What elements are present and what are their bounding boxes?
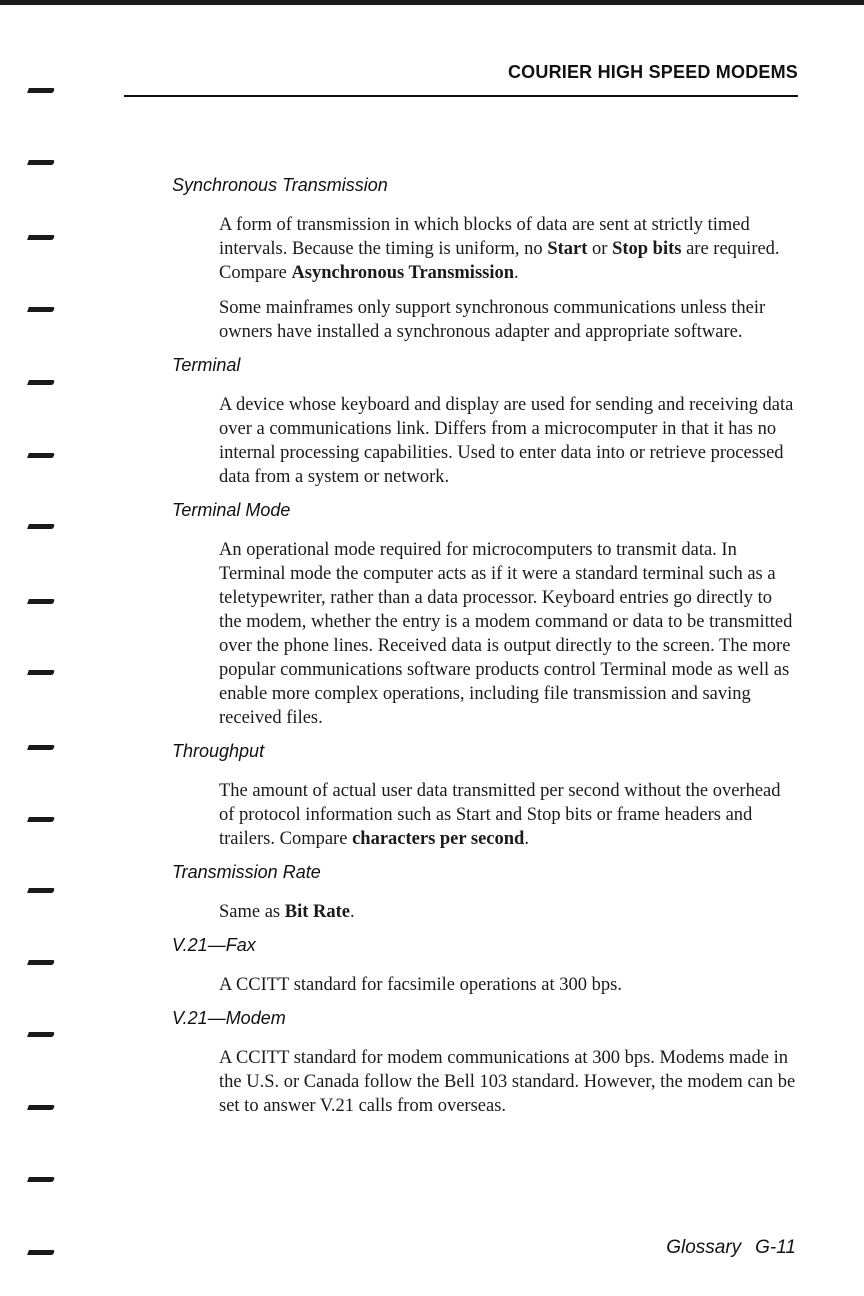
glossary-entry (172, 862, 812, 924)
top-border-rule (0, 0, 864, 5)
footer-section-label: Glossary (666, 1237, 742, 1258)
definition-text: A CCITT standard for facsimile operations at 300 bps. (219, 975, 622, 995)
definition-text: Some mainframes only support synchronous communications unless their owners have installed a synchronous adapter and appropriate software. (219, 298, 766, 342)
margin-mark (27, 599, 55, 604)
glossary-entry (172, 1008, 812, 1118)
margin-mark (27, 1177, 55, 1182)
glossary-term: Terminal Mode (172, 500, 291, 520)
glossary-term: V.21—Modem (172, 1008, 286, 1028)
running-header-title: COURIER HIGH SPEED MODEMS (507, 62, 798, 82)
margin-marks (28, 0, 58, 1296)
margin-mark (27, 745, 55, 750)
definition-text: The amount of actual user data transmitted per second without the overhead of protocol information such as Start and Stop bits or frame headers and trailers. Compare (219, 781, 781, 849)
definition-text: . (350, 902, 355, 922)
glossary-term: Throughput (172, 741, 265, 761)
margin-mark (27, 453, 55, 458)
margin-mark (27, 817, 55, 822)
definition-paragraph (219, 393, 799, 489)
definition-paragraph (219, 213, 799, 285)
definition-text: Same as (219, 902, 285, 922)
glossary-term: Terminal (172, 355, 241, 375)
margin-mark (27, 235, 55, 240)
glossary-term: Transmission Rate (172, 862, 321, 882)
header-rule (124, 95, 798, 97)
definition-paragraph (219, 779, 799, 851)
definition-text: or (587, 239, 613, 259)
margin-mark (27, 160, 55, 165)
margin-mark (27, 307, 55, 312)
glossary-entry (172, 500, 812, 730)
definition-paragraph (219, 296, 799, 344)
glossary-entry (172, 935, 812, 997)
cross-reference-term: Start (547, 239, 588, 259)
margin-mark (27, 524, 55, 529)
definition-text: are required. Compare (219, 239, 780, 283)
footer-page-number: G-11 (755, 1237, 796, 1258)
margin-mark (27, 380, 55, 385)
definition-paragraph (219, 973, 799, 997)
margin-mark (27, 88, 55, 93)
definition-paragraph (219, 1046, 799, 1118)
definition-text: A form of transmission in which blocks of data are sent at strictly timed intervals. Because the timing is uniform, no (219, 215, 750, 259)
cross-reference-term: characters per second (352, 829, 525, 849)
definition-text: A CCITT standard for modem communications at 300 bps. Modems made in the U.S. or Canada follow the Bell 103 standard. However, the modem can be set to answer V.21 calls from overseas. (219, 1048, 796, 1116)
margin-mark (27, 1250, 55, 1255)
page-footer (666, 1237, 796, 1259)
glossary-entry (172, 741, 812, 851)
definition-text: . (524, 829, 529, 849)
margin-mark (27, 1105, 55, 1110)
definition-text: . (514, 263, 519, 283)
glossary-term: Synchronous Transmission (172, 175, 388, 195)
cross-reference-term: Bit Rate (284, 902, 351, 922)
margin-mark (27, 670, 55, 675)
cross-reference-term: Asynchronous Transmission (291, 263, 515, 283)
cross-reference-term: Stop bits (612, 239, 682, 259)
definition-paragraph (219, 538, 799, 730)
margin-mark (27, 960, 55, 965)
definition-text: A device whose keyboard and display are used for sending and receiving data over a communications link. Differs from a microcomputer in that it has no internal processing capabilities. Used to enter data into or retrieve processed data from a system or network. (219, 395, 794, 487)
margin-mark (27, 888, 55, 893)
definition-text: An operational mode required for microcomputers to transmit data. In Terminal mode the computer acts as if it were a standard terminal such as a teletypewriter, rather than a data processor. Keyboard entries go directly to the modem, whether the entry is a modem command or data to be transmitted over the phone lines. Received data is output directly to the screen. The more popular communications software products control Terminal mode as well as enable more complex operations, including file transmission and saving received files. (219, 540, 793, 728)
glossary-term: V.21—Fax (172, 935, 256, 955)
glossary-entries (172, 175, 812, 1129)
glossary-entry (172, 175, 812, 344)
margin-mark (27, 1032, 55, 1037)
glossary-entry (172, 355, 812, 489)
definition-paragraph (219, 900, 799, 924)
